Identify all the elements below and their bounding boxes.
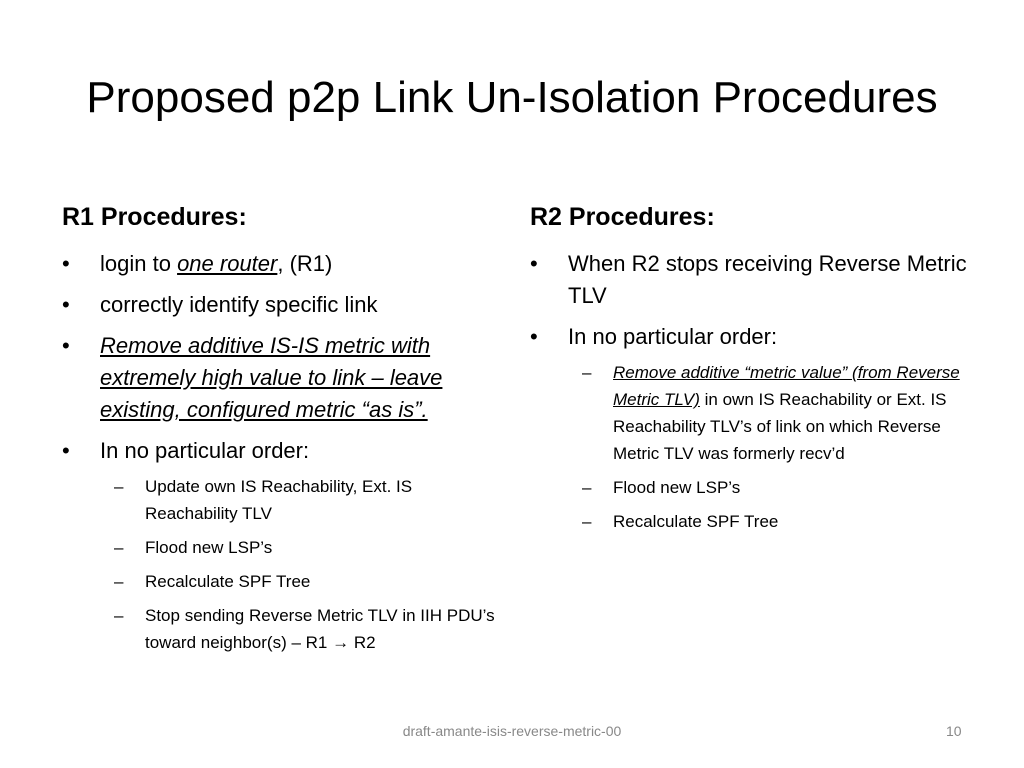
r1-bullet4-text: In no particular order: — [100, 438, 310, 463]
dash-icon: – — [582, 363, 592, 382]
bullet-icon: • — [62, 438, 70, 463]
bullet-icon: • — [62, 292, 70, 317]
r2-bullet-list — [530, 248, 970, 535]
r1-bullet3-text: Remove additive IS-IS metric with extremely high value to link – leave existing, configured metric “as is”. — [100, 333, 443, 422]
r1-heading: R1 Procedures: — [62, 203, 247, 231]
dash-icon: – — [114, 606, 124, 625]
r2-procedures-column — [530, 200, 970, 544]
dash-icon: – — [582, 478, 592, 497]
page-number: 10 — [946, 723, 962, 739]
r2-sub-item-text: Recalculate SPF Tree — [613, 512, 779, 531]
r1-bullet1-suffix: , (R1) — [277, 251, 333, 276]
r2-sub1-emphasis: Remove additive “metric value” (from Reverse Metric TLV) — [613, 363, 960, 409]
list-item — [100, 568, 502, 595]
r1-bullet1-emphasis: one router — [177, 251, 278, 276]
r2-heading: R2 Procedures: — [530, 203, 715, 231]
slide-footer: draft-amante-isis-reverse-metric-00 — [402, 723, 622, 739]
list-item — [100, 473, 502, 527]
bullet-icon: • — [62, 251, 70, 276]
list-item — [530, 321, 970, 535]
list-item — [100, 534, 502, 561]
bullet-icon: • — [62, 333, 70, 358]
r2-sub1-rest: in own IS Reachability or Ext. IS Reachability TLV’s of link on which Reverse Metric TLV was formerly recv’d — [613, 390, 947, 463]
dash-icon: – — [582, 512, 592, 531]
list-item — [62, 289, 502, 321]
list-item — [62, 248, 502, 280]
dash-icon: – — [114, 572, 124, 591]
r1-sub-item-text: Recalculate SPF Tree — [145, 572, 311, 591]
r1-bullet1-prefix: login to — [100, 251, 178, 276]
r1-sub-item-text: Stop sending Reverse Metric TLV in IIH PDU’s toward neighbor(s) – R1 → R2 — [145, 606, 495, 652]
dash-icon: – — [114, 477, 124, 496]
list-item — [100, 602, 502, 656]
list-item — [62, 435, 502, 656]
list-item — [568, 508, 970, 535]
r2-sub-item-text: Flood new LSP’s — [613, 478, 741, 497]
list-item — [62, 330, 502, 426]
r1-procedures-column — [62, 200, 502, 665]
r2-bullet1-text: When R2 stops receiving Reverse Metric TLV — [568, 251, 967, 308]
slide-title: Proposed p2p Link Un-Isolation Procedures — [86, 73, 938, 122]
list-item — [530, 248, 970, 312]
r1-sub-item-text: Flood new LSP’s — [145, 538, 273, 557]
r2-bullet2-text: In no particular order: — [568, 324, 778, 349]
list-item — [568, 359, 970, 467]
bullet-icon: • — [530, 251, 538, 276]
r1-bullet-list — [62, 248, 502, 656]
r1-sub-item-text: Update own IS Reachability, Ext. IS Reachability TLV — [145, 477, 413, 523]
list-item — [568, 474, 970, 501]
r2-sub-list — [568, 359, 970, 535]
r1-sub-list — [100, 473, 502, 656]
r1-bullet2-text: correctly identify specific link — [100, 292, 378, 317]
bullet-icon: • — [530, 324, 538, 349]
dash-icon: – — [114, 538, 124, 557]
